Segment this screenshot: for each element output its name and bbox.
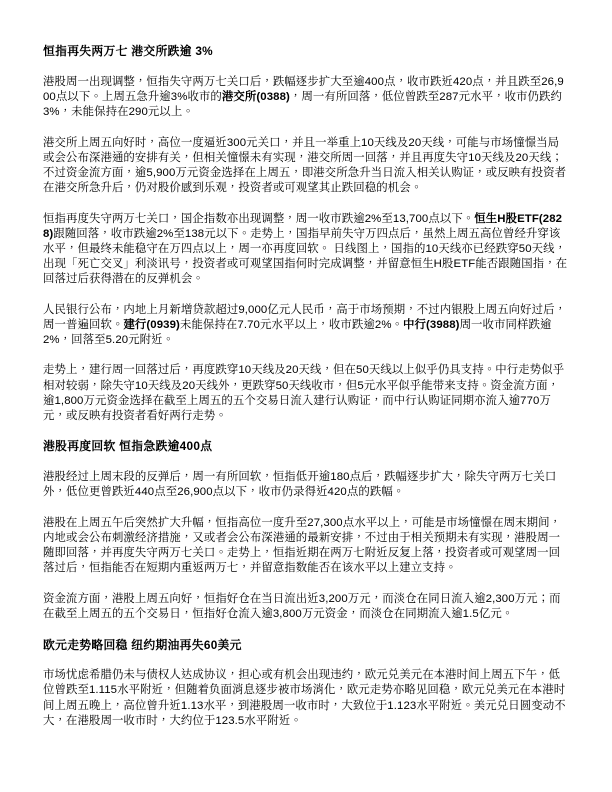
- paragraph: [43, 212, 568, 287]
- text-run: 未能保持在7.70元水平以上，收市跌逾2%。: [179, 318, 404, 331]
- text-run: ，周一有所回落，低位曾跌至287元水平，收市仍跌约3%，未能保持在290元以上。: [43, 90, 563, 118]
- text-run: 港股经过上周末段的反弹后，周一有所回软，恒指低开逾180点后，跌幅逐步扩大，除失守两万七关口外，低位更曾跌近440点至26,900点以下，收市仍录得近420点的跌幅。: [43, 471, 557, 499]
- text-run: 资金流方面，港股上周五向好，恒指好仓在当日流出近3,200万元，而淡仓在同日流入逾2,300万元；而在截至上周五的五个交易日，恒指好仓流入逾3,800万元资金，而淡仓在同期流入逾1.5亿元。: [43, 592, 561, 620]
- paragraph: [43, 363, 568, 423]
- paragraph: [43, 75, 568, 120]
- document-content: [43, 44, 568, 744]
- bold-text-run: 港交所(0388): [221, 90, 290, 103]
- text-run: 港交所上周五向好时，高位一度逼近300元关口，并且一举重上10天线及20天线，可能与市场憧憬当局或会公布深港通的安排有关，但相关憧憬未有实现，港交所周一回落，并且再度失守10天线及20天线；不过资金流方面，逾5,900万元资金选择在上周五，即港交所急升当日流入相关认购证，或反映有投资者在港交所急升后，仍对股价感到乐观，投资者或可观望其止跌回稳的机会。: [43, 136, 567, 194]
- paragraph: [43, 592, 568, 622]
- section-heading: 港股再度回软 恒指急跌逾400点: [43, 439, 213, 454]
- paragraph: [43, 470, 568, 500]
- bold-text-run: 恒生H股ETF(2828): [43, 212, 563, 240]
- paragraph: [43, 303, 568, 348]
- text-run: 港股在上周五午后突然扩大升幅，恒指高位一度升至27,300点水平以上，可能是市场憧憬在周末期间，内地或会公布刺激经济措施，又或者会公布深港通的最新安排，不过由于相关预期未有实现，港股周一随即回落，并再度失守两万七关口。走势上，恒指近期在两万七附近反复上落，投资者或可观望周一回落过后，恒指能否在短期内重返两万七，并留意指数能否在该水平以上建立支持。: [43, 516, 562, 575]
- text-run: 周一收市同样跌逾2%，回落至5.20元附近。: [43, 318, 552, 346]
- paragraph: [43, 516, 568, 576]
- text-run: 市场忧虑希腊仍未与债权人达成协议，担心或有机会出现违约，欧元兑美元在本港时间上周五下午，低位曾跌至1.115水平附近，但随着负面消息逐步被市场消化，欧元走势亦略见回稳，欧元兑美元在本港时间上周五晚上，高位曾升近1.13水平，到港股周一收市时，大致位于1.123水平附近。美元兑日圆变动不大，在港股周一收市时，大约位于123.5水平附近。: [43, 669, 566, 727]
- text-run: 走势上，建行周一回落过后，再度跌穿10天线及20天线，但在50天线以上似乎仍具支持。中行走势似乎相对较弱，除失守10天线及20天线外，更跌穿50天线收市，但5元水平似乎能带来支持。资金流方面，逾1,800万元资金选择在截至上周五的五个交易日流入建行认购证，而中行认购证同期亦流入逾770万元，或反映有投资者看好两行走势。: [43, 364, 565, 422]
- section-heading: 恒指再失两万七 港交所跌逾 3%: [43, 44, 213, 58]
- text-run: 人民银行公布，内地上月新增贷款超过9,000亿元人民币，高于市场预期，不过内银股上周五向好过后，周一普遍回软。: [43, 303, 567, 331]
- paragraph: [43, 668, 568, 728]
- text-run: 港股周一出现调整，恒指失守两万七关口后，跌幅逐步扩大至逾400点，收市跌近420点，并且跌至26,900点以下。上周五急升逾3%收市的: [43, 75, 564, 103]
- section-heading: 欧元走势略回稳 纽约期油再失60美元: [43, 637, 242, 652]
- text-run: 恒指再度失守两万七关口，国企指数亦出现调整，周一收市跌逾2%至13,700点以下。: [43, 212, 475, 225]
- paragraph: [43, 136, 568, 196]
- bold-text-run: 建行(0939): [123, 318, 180, 331]
- bold-text-run: 中行(3988): [403, 318, 460, 331]
- text-run: 跟随回落，收市跌逾2%至138元以下。走势上，国指早前失守万四点后，虽然上周五高位曾经升穿该水平，但最终未能稳守在万四点以上，周一亦再度回软。 日线图上，国指的10天线亦已经跌穿50天线，出现「死亡交叉」利淡讯号，投资者或可观望国指何时完成调整，并留意恒生H股ETF能否跟随国指，在回落过后获得潜在的反弹机会。: [43, 227, 568, 285]
